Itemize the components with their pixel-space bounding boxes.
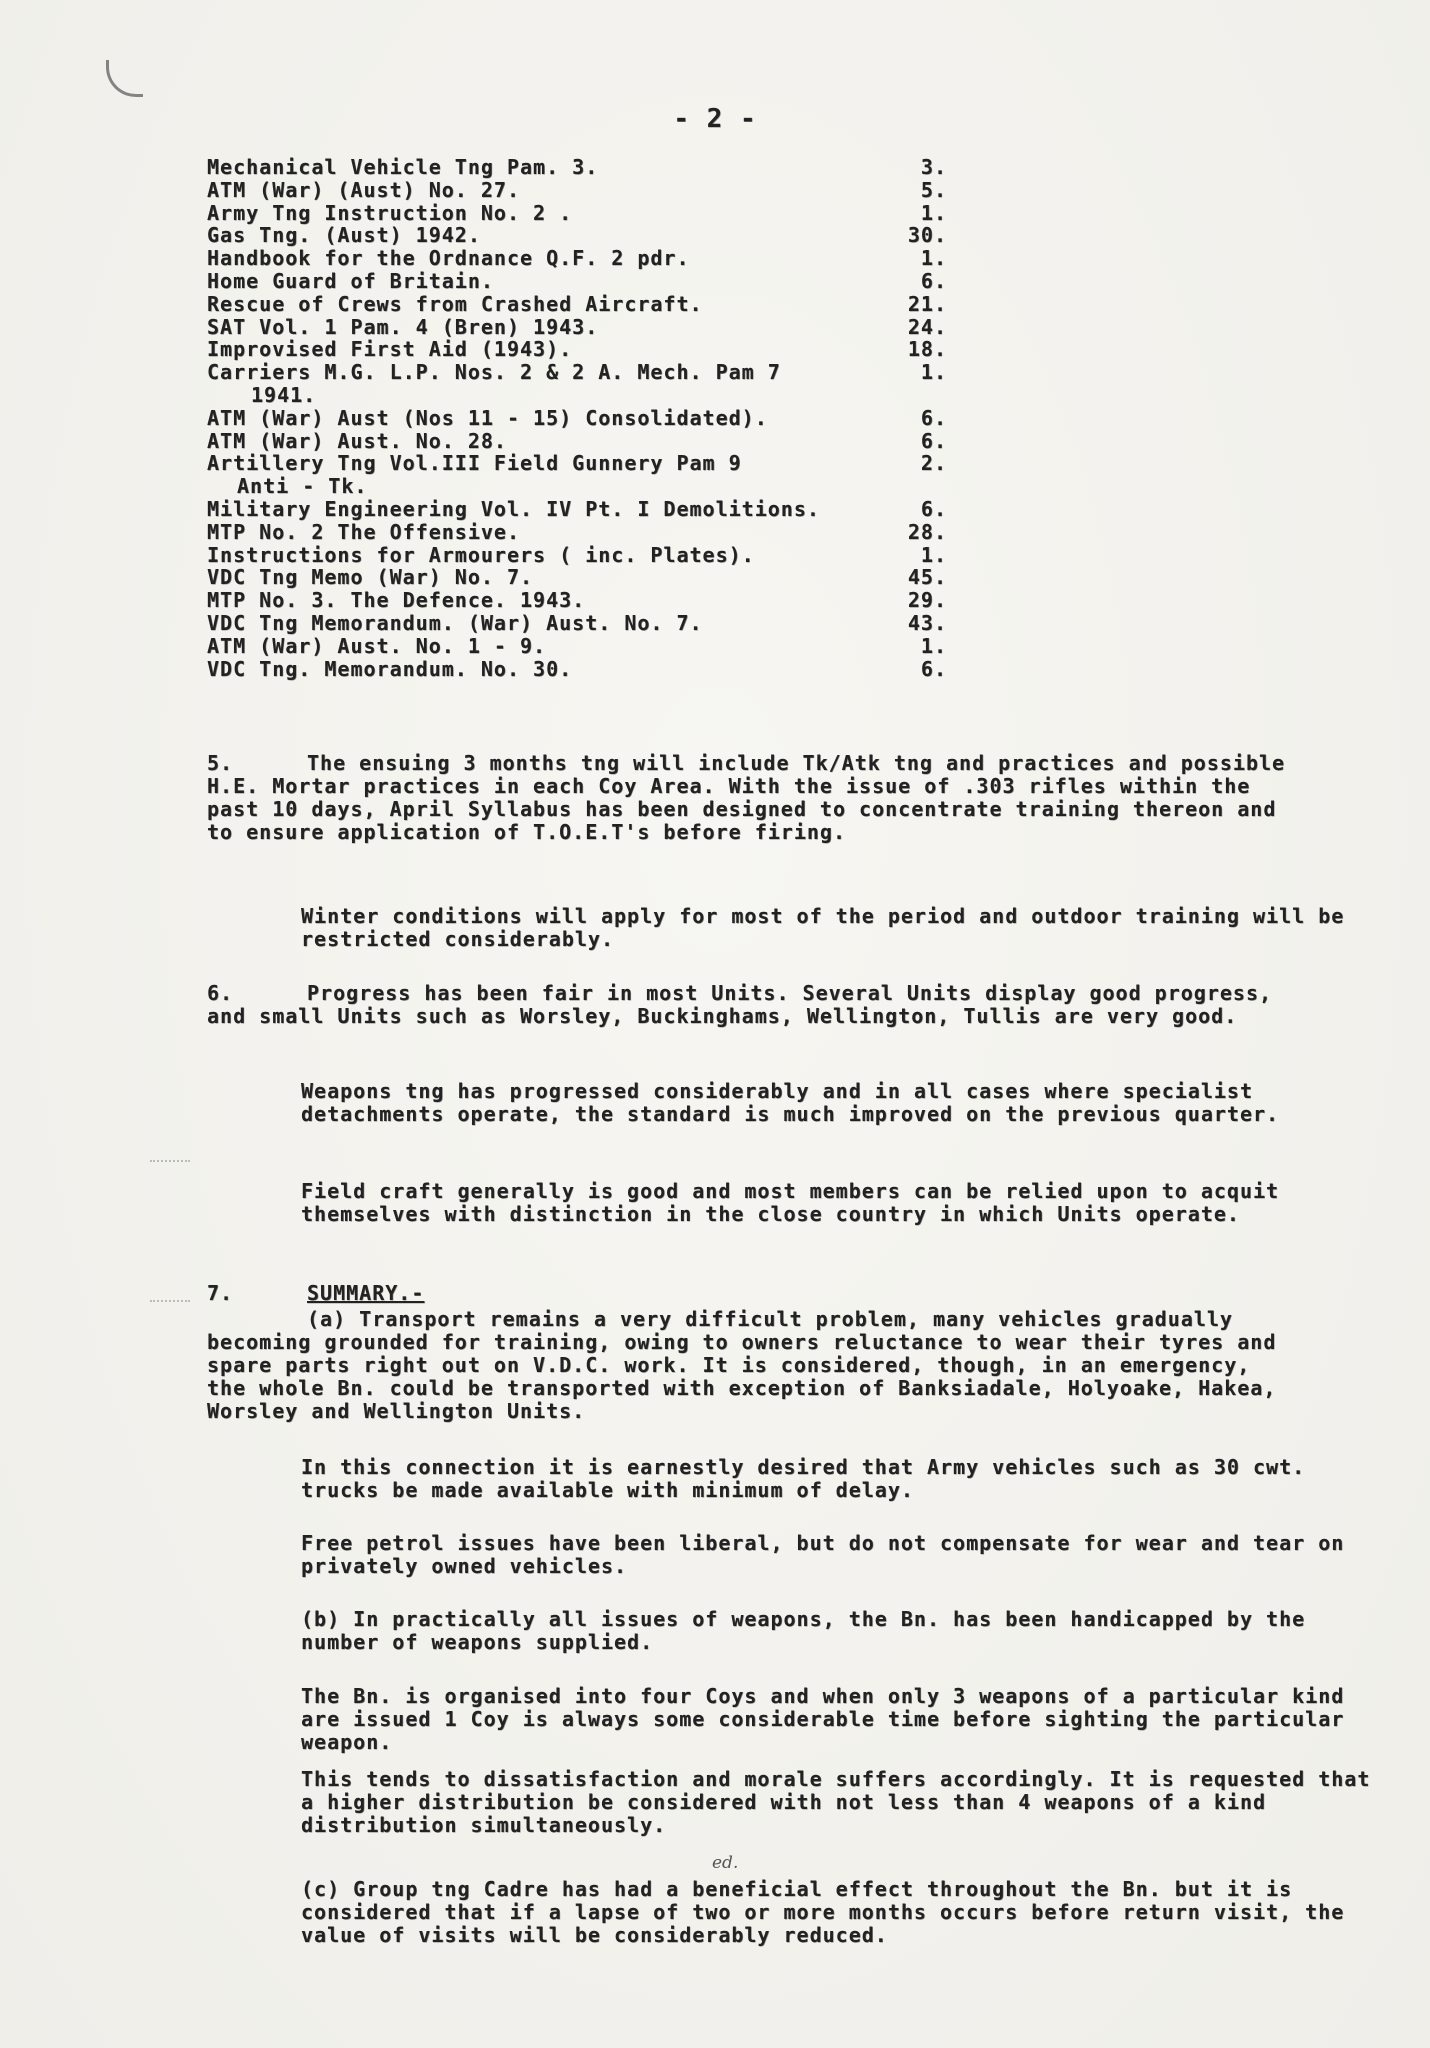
paragraph-text: The ensuing 3 months tng will include Tk/Atk tng and practices and possible H.E. Mortar practices in each Coy Area. With the issue of .303 rifles within the past 10 days, April Syllabus has been designed to concentrate training thereon and to ensure application of T.O.E.T's before firing. (207, 751, 1299, 844)
publication-row (207, 475, 947, 498)
publication-quantity: 30. (907, 223, 947, 248)
publication-title: Anti - Tk. (237, 474, 368, 499)
paragraph-number: 5. (207, 751, 234, 775)
publication-row (207, 224, 947, 247)
paragraph-7-heading (207, 1282, 1292, 1305)
publication-row (207, 452, 947, 475)
publication-row (207, 384, 947, 407)
paragraph-number: 6. (207, 981, 234, 1005)
summary-b: (b) In practically all issues of weapons, the Bn. has been handicapped by the number of weapons supplied. (301, 1607, 1319, 1654)
publication-row (207, 635, 947, 658)
publication-title: MTP No. 3. The Defence. 1943. (207, 588, 586, 613)
publication-title: ATM (War) Aust. No. 1 - 9. (207, 633, 547, 658)
publication-title: Military Engineering Vol. IV Pt. I Demolitions. (207, 496, 820, 521)
publication-row (207, 544, 947, 567)
publication-title: Rescue of Crews from Crashed Aircraft. (207, 291, 703, 316)
publication-title: Handbook for the Ordnance Q.F. 2 pdr. (207, 246, 690, 271)
publication-quantity: 1. (920, 200, 947, 225)
publication-row (207, 270, 947, 293)
scan-artifact (150, 1300, 190, 1322)
publication-quantity: 1. (920, 633, 947, 658)
publication-quantity: 2. (920, 451, 947, 476)
publication-quantity: 43. (907, 610, 947, 635)
publication-title: Mechanical Vehicle Tng Pam. 3. (207, 155, 599, 179)
publication-quantity: 28. (907, 519, 947, 544)
publication-quantity: 29. (907, 588, 947, 613)
publication-quantity: 45. (907, 565, 947, 590)
publication-row (207, 521, 947, 544)
publication-list (207, 156, 947, 680)
publication-row (207, 338, 947, 361)
publication-row (207, 156, 947, 179)
publication-row (207, 247, 947, 270)
paragraph-text: Progress has been fair in most Units. Several Units display good progress, and small Units such as Worsley, Buckinghams, Wellington, Tullis are very good. (207, 981, 1286, 1028)
scan-artifact (106, 60, 143, 97)
publication-row (207, 430, 947, 453)
paragraph-number: 7. (207, 1281, 234, 1305)
publication-row (207, 316, 947, 339)
publication-row (207, 361, 947, 384)
publication-row (207, 179, 947, 202)
publication-title: VDC Tng. Memorandum. No. 30. (207, 656, 573, 681)
publication-quantity: 18. (907, 337, 947, 362)
paragraph-6 (207, 982, 1292, 1028)
summary-a-petrol: Free petrol issues have been liberal, but do not compensate for wear and tear on privately owned vehicles. (301, 1531, 1358, 1578)
publication-title: Army Tng Instruction No. 2 . (207, 200, 573, 225)
summary-a-text: (a) Transport remains a very difficult problem, many vehicles gradually becoming grounded for training, owing to owners reluctance to wear their tyres and spare parts right out on V.D.C. work. It is considered, though, in an emergency, the whole Bn. could be transported with exception of Banksiadale, Holyoake, Hakea, Worsley and Wellington Units. (207, 1307, 1290, 1423)
publication-quantity: 5. (920, 177, 947, 202)
publication-title: Improvised First Aid (1943). (207, 337, 573, 362)
publication-quantity: 6. (920, 428, 947, 453)
publication-quantity: 3. (920, 155, 947, 179)
publication-title: Home Guard of Britain. (207, 268, 494, 293)
publication-title: 1941. (251, 382, 317, 407)
publication-row (207, 498, 947, 521)
paragraph-5 (207, 751, 1299, 844)
summary-a (207, 1308, 1292, 1423)
paragraph-5-continued: Winter conditions will apply for most of the period and outdoor training will be restricted considerably. (301, 904, 1358, 951)
publication-title: ATM (War) Aust. No. 28. (207, 428, 507, 453)
publication-row (207, 293, 947, 316)
publication-title: Artillery Tng Vol.III Field Gunnery Pam 9 (207, 451, 742, 476)
publication-title: Instructions for Armourers ( inc. Plates). (207, 542, 755, 567)
summary-b-organisation: The Bn. is organised into four Coys and when only 3 weapons of a particular kind are issued 1 Coy is always some considerable time before sighting the particular weapon. (301, 1684, 1358, 1754)
publication-row (207, 658, 947, 681)
publication-title: Carriers M.G. L.P. Nos. 2 & 2 A. Mech. Pam 7 (207, 360, 781, 385)
publication-quantity: 1. (920, 360, 947, 385)
publication-quantity: 1. (920, 542, 947, 567)
publication-title: MTP No. 2 The Offensive. (207, 519, 520, 544)
publication-quantity: 6. (920, 496, 947, 521)
publication-title: Gas Tng. (Aust) 1942. (207, 223, 481, 248)
publication-title: ATM (War) Aust (Nos 11 - 15) Consolidated). (207, 405, 768, 430)
publication-title: SAT Vol. 1 Pam. 4 (Bren) 1943. (207, 314, 599, 339)
publication-row (207, 407, 947, 430)
publication-quantity: 1. (920, 246, 947, 271)
publication-title: VDC Tng Memo (War) No. 7. (207, 565, 534, 590)
publication-row (207, 612, 947, 635)
publication-quantity: 21. (907, 291, 947, 316)
publication-quantity: 6. (920, 405, 947, 430)
summary-b-morale: This tends to dissatisfaction and morale suffers accordingly. It is requested that a higher distribution be considered with not less than 4 weapons of a kind distribution simultaneously. (301, 1767, 1384, 1837)
handwritten-annotation: ed. (712, 1853, 739, 1873)
paragraph-6-fieldcraft: Field craft generally is good and most members can be relied upon to acquit themselves with distinction in the close country in which Units operate. (301, 1179, 1293, 1226)
publication-quantity: 24. (907, 314, 947, 339)
publication-quantity: 6. (920, 656, 947, 681)
summary-a-vehicles: In this connection it is earnestly desired that Army vehicles such as 30 cwt. trucks be made available with minimum of delay. (301, 1455, 1319, 1502)
publication-row (207, 566, 947, 589)
publication-row (207, 589, 947, 612)
summary-heading: SUMMARY.- (307, 1281, 425, 1305)
publication-quantity: 6. (920, 268, 947, 293)
summary-c: (c) Group tng Cadre has had a beneficial effect throughout the Bn. but it is considered that if a lapse of two or more months occurs before return visit, the value of visits will be considerably reduced. (301, 1877, 1358, 1947)
publication-row (207, 202, 947, 225)
publication-title: VDC Tng Memorandum. (War) Aust. No. 7. (207, 610, 703, 635)
page-number: - 2 - (673, 104, 757, 134)
scan-artifact (150, 1160, 190, 1182)
publication-title: ATM (War) (Aust) No. 27. (207, 177, 520, 202)
paragraph-6-weapons: Weapons tng has progressed considerably and in all cases where specialist detachments operate, the standard is much improved on the previous quarter. (301, 1079, 1280, 1126)
